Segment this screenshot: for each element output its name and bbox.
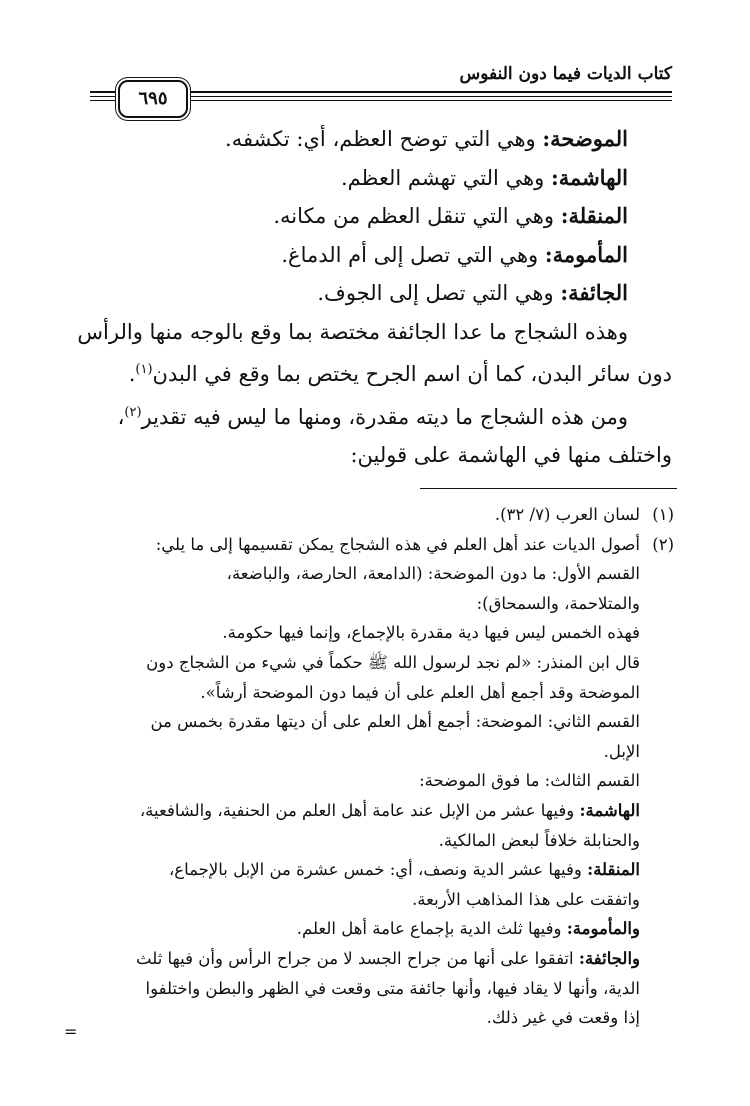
paragraph-line <box>82 394 672 437</box>
footnote-number: (١) <box>652 505 674 524</box>
footnote-text: وفيها ثلث الدية بإجماع عامة أهل العلم. <box>296 919 567 939</box>
term: المأمومة: <box>544 241 628 267</box>
footnote-line <box>84 500 674 530</box>
footnote-line: واتفقت على هذا المذاهب الأربعة. <box>412 889 640 909</box>
footnote-line: الدية، وأنها لا يقاد فيها، وأنها جائفة متى وقعت في الظهر والبطن واختلفوا <box>145 978 640 998</box>
footnotes <box>84 500 674 1033</box>
definition-line <box>82 236 672 275</box>
footnote-line: والحنابلة خلافاً لبعض المالكية. <box>438 830 640 850</box>
term: والمأمومة: <box>566 919 640 939</box>
term: المنقلة: <box>560 203 628 228</box>
definition-line <box>82 197 672 236</box>
footnote-line: القسم الثالث: ما فوق الموضحة: <box>419 771 640 791</box>
definition: وهي التي تهشم العظم. <box>340 165 551 190</box>
paragraph-line <box>82 351 672 394</box>
footnote-line <box>84 855 674 885</box>
definition: وهي التي تنقل العظم من مكانه. <box>273 204 561 228</box>
footnote-separator <box>420 488 677 489</box>
definition: وهي التي تصل إلى أم الدماغ. <box>281 242 545 267</box>
footnote-line: الموضحة وقد أجمع أهل العلم على أن فيما دون الموضحة أرشاً». <box>200 682 640 702</box>
footnote-line: إذا وقعت في غير ذلك. <box>486 1008 640 1028</box>
footnote-marker: (١) <box>135 362 153 377</box>
footnote-line: القسم الثاني: الموضحة: أجمع أهل العلم على أن ديتها مقدرة بخمس من <box>150 712 640 732</box>
running-header-title: كتاب الديات فيما دون النفوس <box>459 64 672 84</box>
footnote-line: والمتلاحمة، والسمحاق): <box>476 593 640 613</box>
footnote-line: قال ابن المنذر: «لم نجد لرسول الله ﷺ حكماً في شيء من الشجاج دون <box>146 652 640 672</box>
main-text <box>77 120 672 475</box>
paragraph-text: ومن هذه الشجاج ما ديته مقدرة، ومنها ما ليس فيه تقدير <box>141 404 628 429</box>
footnote-line: الإبل. <box>603 741 640 761</box>
footnote-text: أصول الديات عند أهل العلم في هذه الشجاج يمكن تقسيمها إلى ما يلي: <box>155 534 640 554</box>
definition-line <box>82 120 672 159</box>
footnote-line: القسم الأول: ما دون الموضحة: (الدامعة، الحارصة، والباضعة، <box>226 564 640 584</box>
footnote-line <box>84 796 674 826</box>
footnote-marker: (٢) <box>124 404 142 420</box>
footnote-line: فهذه الخمس ليس فيها دية مقدرة بالإجماع، وإنما فيها حكومة. <box>222 623 640 643</box>
term: الهاشمة: <box>579 800 640 820</box>
definition: وهي التي تصل إلى الجوف. <box>317 281 561 305</box>
definition-line <box>82 274 672 313</box>
paragraph-line: واختلف منها في الهاشمة على قولين: <box>350 443 672 467</box>
footnote-number: (٢) <box>652 534 674 554</box>
footnote-line <box>84 944 674 974</box>
definition: وهي التي توضح العظم، أي: تكشفه. <box>225 127 543 151</box>
term: الموضحة: <box>542 126 628 151</box>
footnote-line <box>84 530 674 560</box>
footnote-text: وفيها عشر من الإبل عند عامة أهل العلم من الحنفية، والشافعية، <box>139 800 580 820</box>
footnote-text: اتفقوا على أنها من جراح الجسد لا من جراح الرأس وأن فيها ثلث <box>136 948 579 968</box>
term: المنقلة: <box>587 860 640 880</box>
page-number: ٦٩٥ <box>118 80 188 118</box>
definition-line <box>82 159 672 198</box>
punctuation: ، <box>117 404 125 429</box>
paragraph-line: وهذه الشجاج ما عدا الجائفة مختصة بما وقع بالوجه منها والرأس <box>77 319 628 344</box>
continuation-mark: = <box>64 1022 78 1041</box>
term: والجائفة: <box>578 948 640 968</box>
footnote-text: لسان العرب (٧/ ٣٢). <box>494 505 640 524</box>
paragraph-text: دون سائر البدن، كما أن اسم الجرح يختص بما وقع في البدن <box>152 362 672 386</box>
punctuation: . <box>128 362 136 386</box>
footnote-line <box>84 914 674 944</box>
footnote-text: وفيها عشر الدية ونصف، أي: خمس عشرة من الإبل بالإجماع، <box>168 860 588 880</box>
term: الجائفة: <box>560 280 628 305</box>
term: الهاشمة: <box>550 164 628 190</box>
